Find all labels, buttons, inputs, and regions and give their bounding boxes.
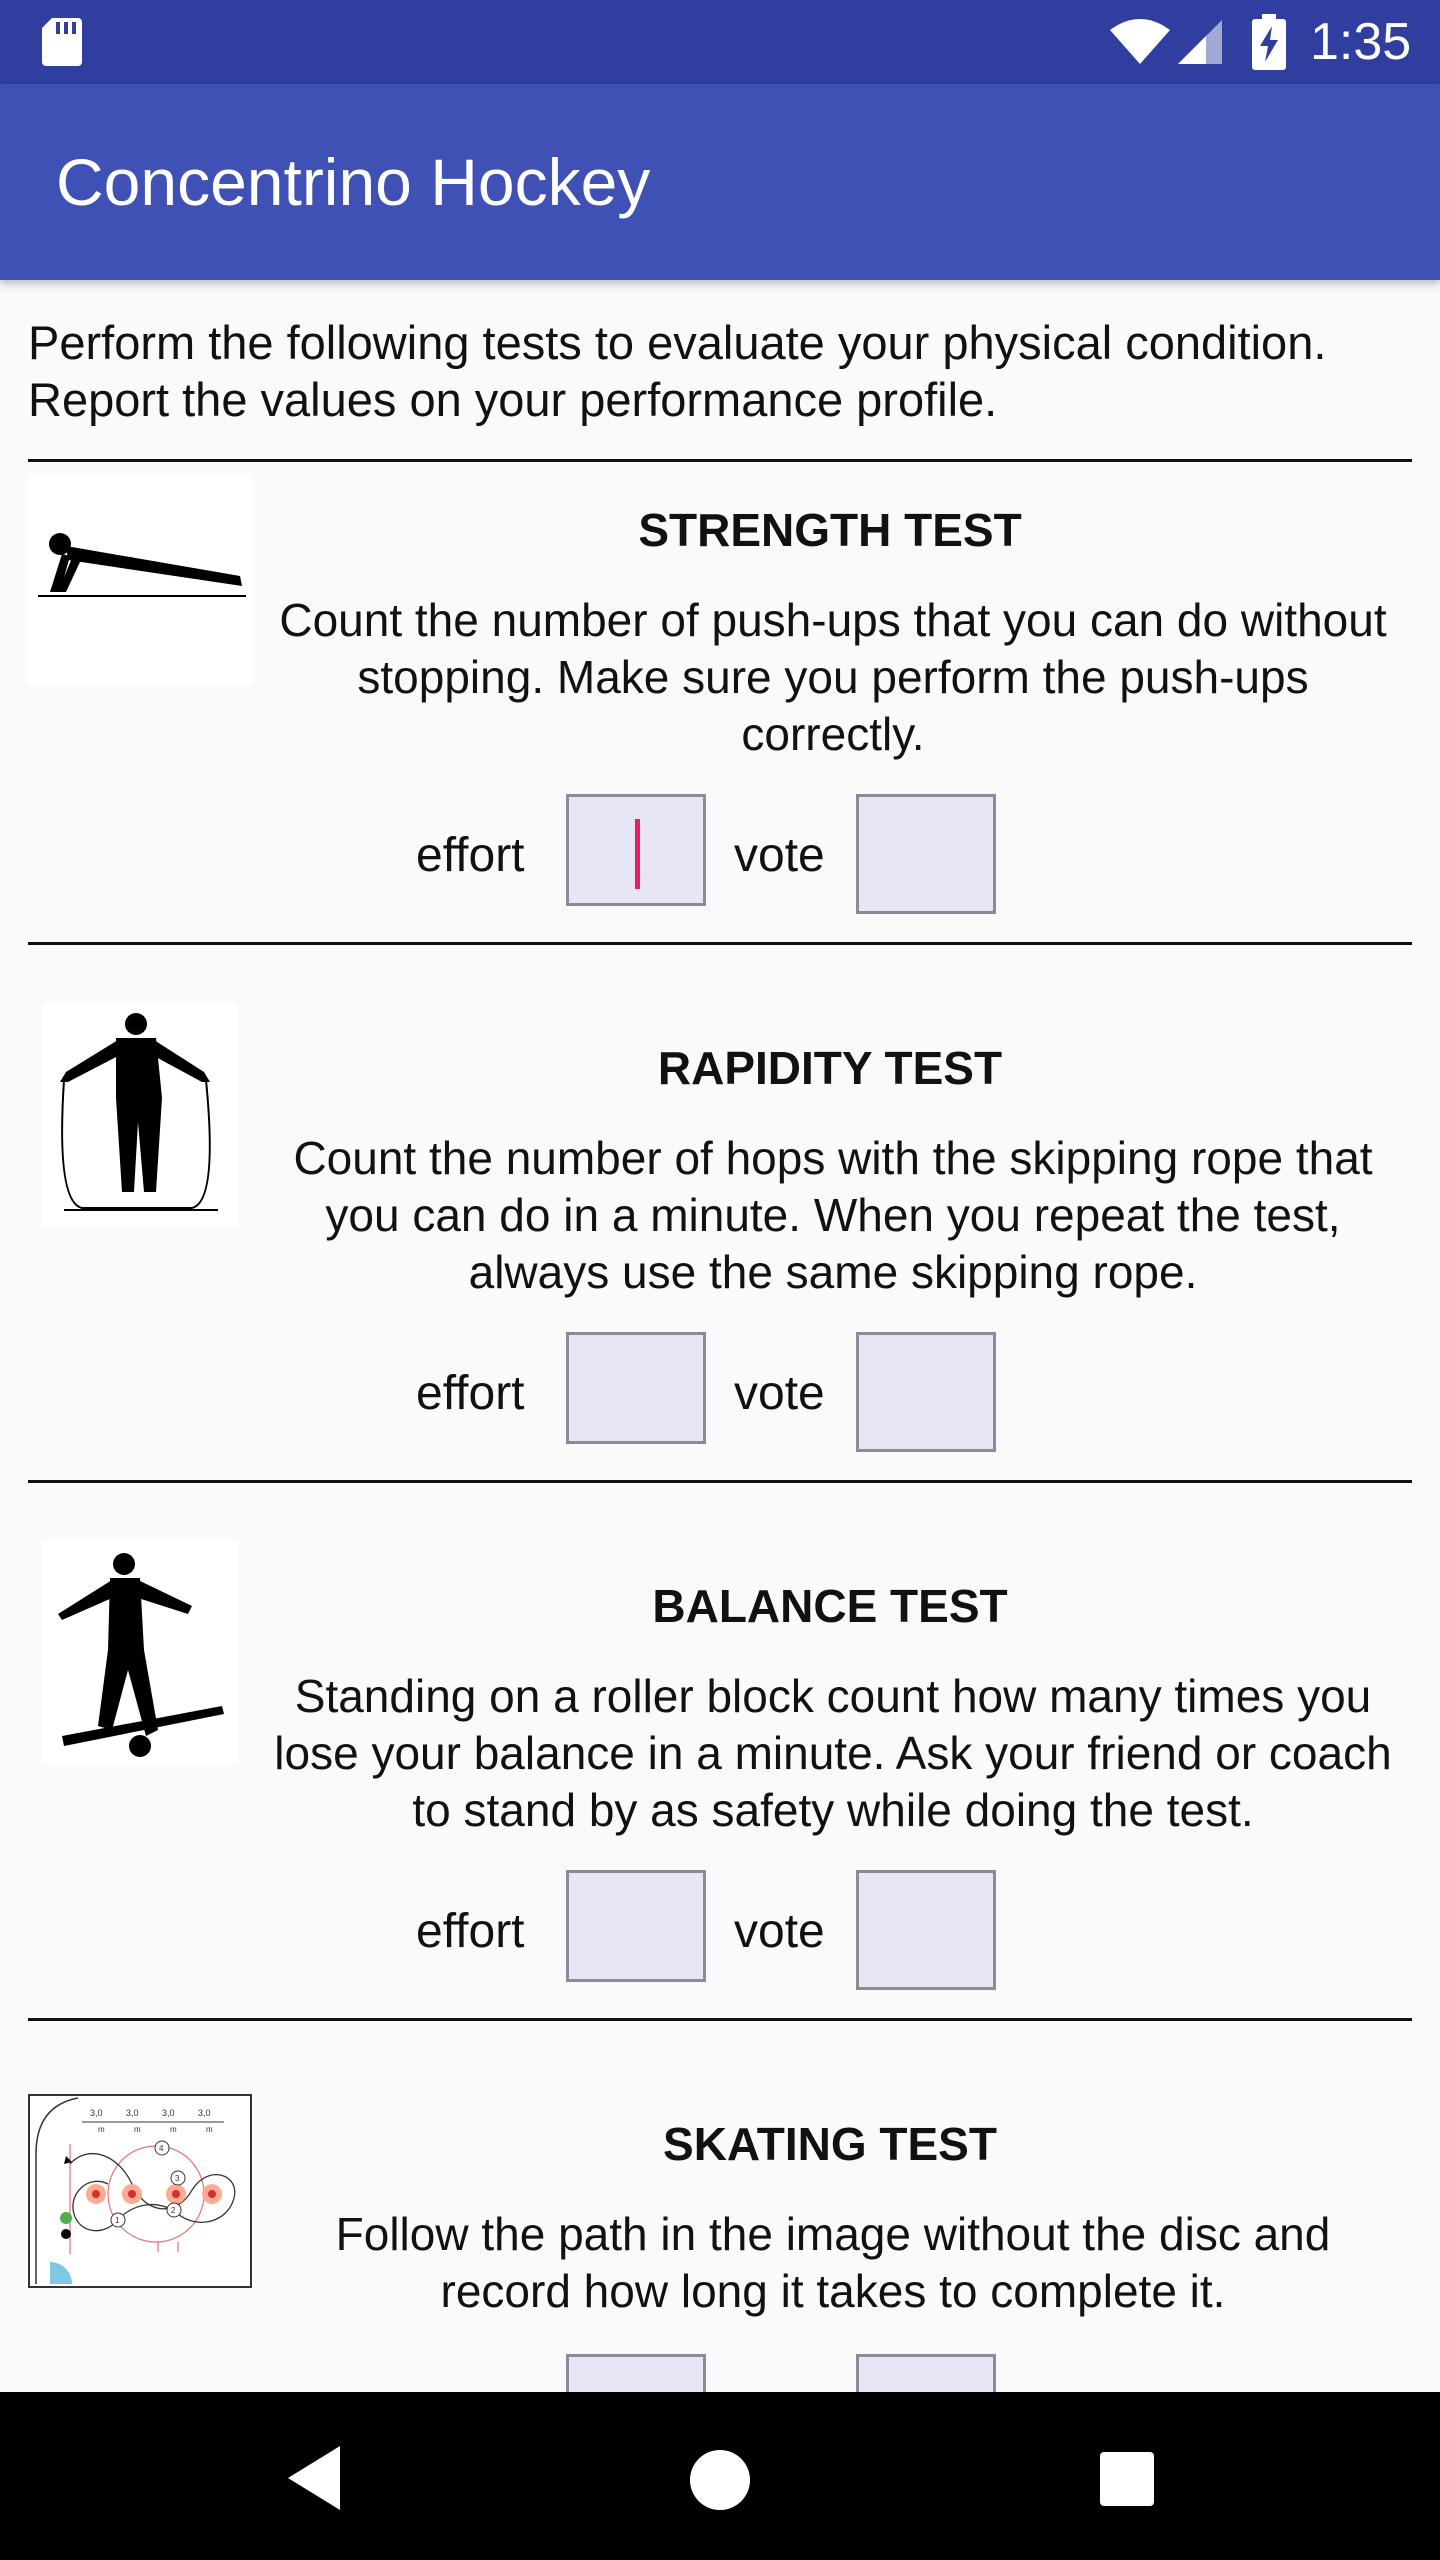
back-icon[interactable] <box>284 2444 344 2512</box>
test-description: Count the number of push-ups that you can do without stopping. Make sure you perform the push-ups correctly. <box>279 594 1387 760</box>
vote-input[interactable] <box>856 1332 996 1452</box>
app-bar <box>0 84 1440 280</box>
status-clock: 1:35 <box>1310 13 1412 71</box>
effort-label: effort <box>416 1905 525 1958</box>
battery-charging-icon <box>1252 14 1286 70</box>
effort-label: effort <box>416 829 525 882</box>
station-label: 4 <box>159 2144 164 2153</box>
cell-signal-icon <box>1176 18 1224 66</box>
station-label: 3 <box>175 2174 180 2183</box>
effort-label: effort <box>416 1367 525 1420</box>
test-description: Follow the path in the image without the disc and record how long it takes to complete it. <box>335 2208 1331 2317</box>
distance-label: 3,0 <box>90 2108 103 2118</box>
distance-label: 3,0 <box>126 2108 139 2118</box>
skipping-rope-image <box>42 1002 238 1226</box>
divider <box>28 1480 1412 1483</box>
test-description: Standing on a roller block count how many times you lose your balance in a minute. Ask your friend or coach to stand by as safety while doing the test. <box>274 1670 1392 1836</box>
push-up-image <box>28 474 252 684</box>
home-icon[interactable] <box>690 2450 750 2510</box>
text-cursor <box>635 819 640 889</box>
effort-input[interactable] <box>566 2354 706 2392</box>
test-title: RAPIDITY TEST <box>657 1042 1003 1094</box>
test-title: SKATING TEST <box>663 2118 997 2170</box>
test-description: Count the number of hops with the skipping rope that you can do in a minute. When you repeat the test, always use the same skipping rope. <box>293 1132 1373 1298</box>
test-title: BALANCE TEST <box>652 1580 1008 1632</box>
unit-label: m <box>170 2125 177 2134</box>
intro-text: Perform the following tests to evaluate your physical condition. Report the values on your performance profile. <box>28 316 1327 426</box>
skating-path-image <box>28 2094 252 2288</box>
effort-input[interactable] <box>566 1870 706 1982</box>
vote-label: vote <box>734 1905 825 1958</box>
test-title: STRENGTH TEST <box>638 504 1022 556</box>
vote-label: vote <box>734 1367 825 1420</box>
divider <box>28 942 1412 945</box>
effort-input[interactable] <box>566 794 706 906</box>
test-list[interactable] <box>0 280 1440 2392</box>
vote-input[interactable] <box>856 794 996 914</box>
distance-label: 3,0 <box>162 2108 175 2118</box>
divider <box>28 2018 1412 2021</box>
station-label: 2 <box>171 2206 176 2215</box>
vote-label: vote <box>734 829 825 882</box>
unit-label: m <box>98 2125 105 2134</box>
unit-label: m <box>206 2125 213 2134</box>
divider <box>28 459 1412 462</box>
status-bar <box>0 0 1440 84</box>
app-title: Concentrino Hockey <box>56 145 651 219</box>
vote-input[interactable] <box>856 2354 996 2392</box>
recent-apps-icon[interactable] <box>1100 2452 1154 2506</box>
vote-input[interactable] <box>856 1870 996 1990</box>
wifi-icon <box>1108 18 1172 66</box>
distance-label: 3,0 <box>198 2108 211 2118</box>
unit-label: m <box>134 2125 141 2134</box>
effort-input[interactable] <box>566 1332 706 1444</box>
sd-card-icon <box>42 18 82 66</box>
balance-board-image <box>42 1540 238 1764</box>
station-label: 1 <box>115 2216 120 2225</box>
